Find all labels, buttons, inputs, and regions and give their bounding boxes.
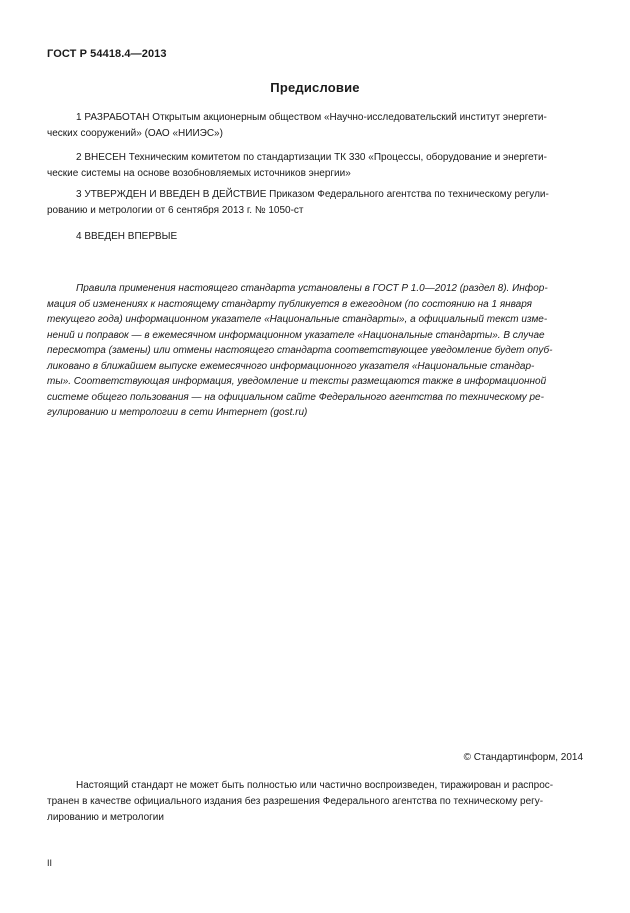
text-line: системе общего пользования — на официальном сайте Федерального агентства по техническому ре-	[47, 391, 544, 403]
text-line: Правила применения настоящего стандарта установлены в ГОСТ Р 1.0—2012 (раздел 8). Инфор-	[76, 283, 548, 294]
text-line: ты». Соответствующая информация, уведомление и тексты размещаются также в информационной	[47, 376, 547, 387]
standard-application-notice	[47, 281, 584, 421]
text-line: 4 ВВЕДЕН ВПЕРВЫЕ	[76, 231, 178, 242]
copyright-notice: © Стандартинформ, 2014	[463, 752, 583, 763]
page-title: Предисловие	[270, 80, 360, 95]
text-line: Настоящий стандарт не может быть полностью или частично воспроизведен, тиражирован и распрос-	[76, 780, 554, 791]
foreword-item-3	[47, 187, 584, 219]
foreword-item-1	[47, 110, 584, 142]
document-header: ГОСТ Р 54418.4—2013	[47, 48, 167, 60]
text-line: гулированию и метрологии в сети Интернет (gost.ru)	[47, 407, 308, 418]
text-line: 1 РАЗРАБОТАН Открытым акционерным обществом «Научно-исследовательский институт энергети-	[76, 112, 547, 123]
text-line: 3 УТВЕРЖДЕН И ВВЕДЕН В ДЕЙСТВИЕ Приказом Федерального агентства по техническому регули-	[76, 189, 549, 200]
text-line: 2 ВНЕСЕН Техническим комитетом по стандартизации ТК 330 «Процессы, оборудование и энергети-	[76, 152, 547, 163]
text-line: мация об изменениях к настоящему стандарту публикуется в ежегодном (по состоянию на 1 января	[47, 298, 533, 310]
text-line: текущего года) информационном указателе «Национальные стандарты», а официальный текст изме-	[47, 314, 548, 325]
reproduction-rights-notice	[47, 778, 584, 826]
foreword-item-2	[47, 150, 584, 182]
text-line: рованию и метрологии от 6 сентября 2013 г. № 1050-ст	[47, 205, 304, 216]
text-line: нений и поправок — в ежемесячном информационном указателе «Национальные стандарты». В случае	[47, 329, 545, 341]
text-line: пересмотра (замены) или отмены настоящего стандарта соответствующее уведомление будет опуб-	[47, 345, 553, 356]
page-number: II	[47, 858, 53, 868]
text-line: лированию и метрологии	[47, 812, 164, 823]
text-line: ческих сооружений» (ОАО «НИИЭС»)	[47, 128, 223, 139]
text-line: ческие системы на основе возобновляемых источников энергии»	[47, 168, 351, 179]
text-line: ликовано в ближайшем выпуске ежемесячного информационного указателя «Национальные стандар-	[47, 360, 535, 372]
text-line: транен в качестве официального издания без разрешения Федерального агентства по техническому регу-	[47, 796, 544, 807]
foreword-item-4	[47, 229, 584, 245]
